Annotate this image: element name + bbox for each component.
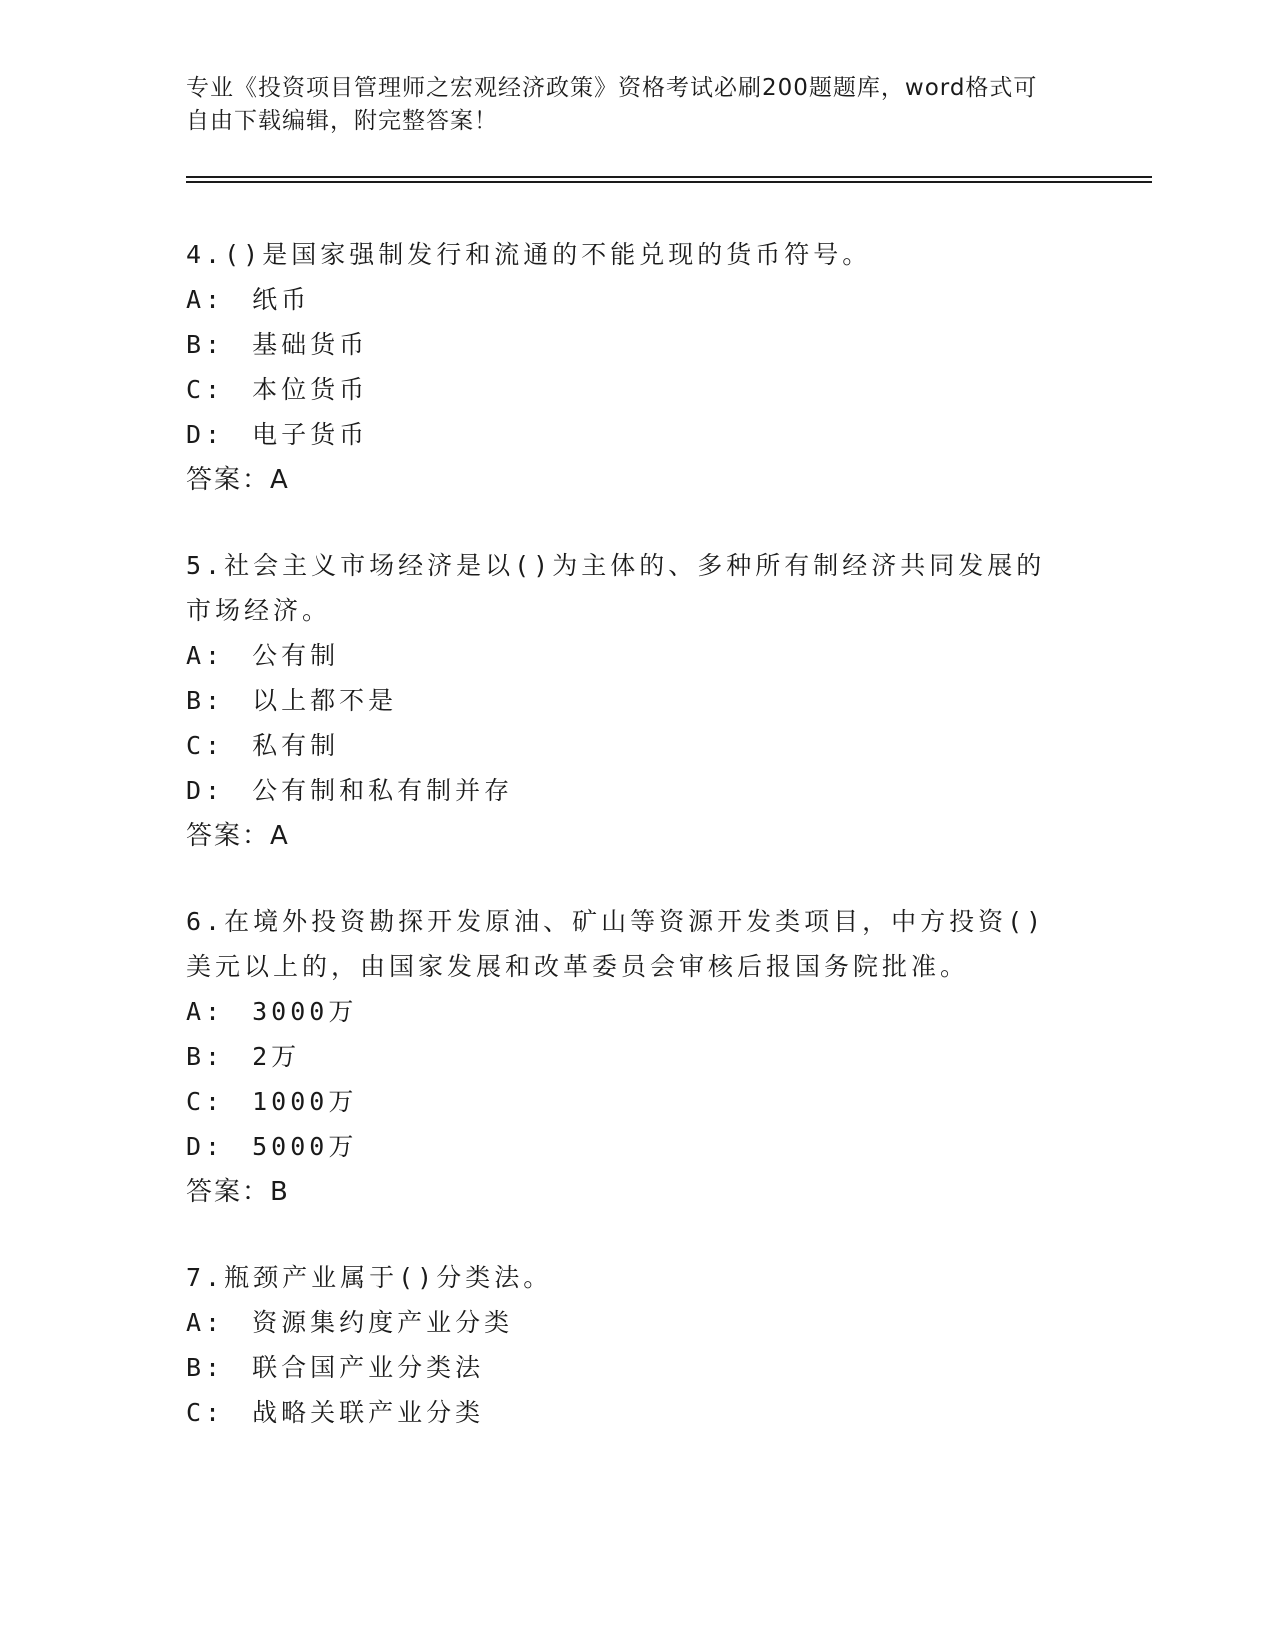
question-stem: 在境外投资勘探开发原油、矿山等资源开发类项目，中方投资()美元以上的，由国家发展和改革委员会审核后报国务院批准。 — [186, 907, 1046, 981]
question-stem: ()是国家强制发行和流通的不能兑现的货币符号。 — [224, 240, 872, 269]
question-4 — [186, 232, 1066, 503]
question-text — [186, 232, 1066, 277]
header-divider-top — [186, 176, 1152, 178]
option-letter: D: — [186, 1132, 225, 1161]
option-text: 本位货币 — [252, 375, 369, 404]
option-letter: C: — [186, 1398, 225, 1427]
question-number: 5. — [186, 551, 225, 580]
option-text: 战略关联产业分类 — [252, 1398, 485, 1427]
answer-value: B — [270, 1177, 290, 1207]
header-line-2: 自由下载编辑，附完整答案！ — [186, 108, 498, 134]
option-letter: A: — [186, 1308, 225, 1337]
option-letter: A: — [186, 641, 225, 670]
option-text: 以上都不是 — [252, 686, 398, 715]
option-letter: D: — [186, 420, 225, 449]
option-a — [186, 1300, 1066, 1345]
option-text: 联合国产业分类法 — [252, 1353, 485, 1382]
option-letter: D: — [186, 776, 225, 805]
answer-value: A — [270, 465, 290, 495]
option-letter: A: — [186, 997, 225, 1026]
option-a — [186, 277, 1066, 322]
question-number: 6. — [186, 907, 225, 936]
option-text: 1000万 — [252, 1087, 358, 1116]
answer-line — [186, 1169, 1066, 1215]
option-text: 3000万 — [252, 997, 358, 1026]
option-text: 公有制 — [252, 641, 340, 670]
option-text: 私有制 — [252, 731, 340, 760]
answer-prefix: 答案： — [186, 821, 271, 851]
option-letter: C: — [186, 1087, 225, 1116]
option-letter: B: — [186, 1353, 225, 1382]
question-text — [186, 899, 1066, 989]
option-a — [186, 989, 1066, 1034]
answer-prefix: 答案： — [186, 1177, 271, 1207]
option-b — [186, 322, 1066, 367]
question-number: 4. — [186, 240, 225, 269]
option-letter: B: — [186, 330, 225, 359]
option-d — [186, 412, 1066, 457]
option-text: 5000万 — [252, 1132, 358, 1161]
header-line-1: 专业《投资项目管理师之宏观经济政策》资格考试必刷200题题库，word格式可 — [186, 75, 1038, 101]
answer-value: A — [270, 821, 290, 851]
option-letter: C: — [186, 375, 225, 404]
option-b — [186, 678, 1066, 723]
answer-prefix: 答案： — [186, 465, 271, 495]
option-text: 基础货币 — [252, 330, 369, 359]
question-text — [186, 543, 1066, 633]
option-text: 电子货币 — [252, 420, 369, 449]
option-d — [186, 768, 1066, 813]
option-b — [186, 1034, 1066, 1079]
option-text: 纸币 — [252, 285, 311, 314]
option-d — [186, 1124, 1066, 1169]
question-list — [186, 232, 1066, 1475]
option-text: 2万 — [252, 1042, 301, 1071]
option-c — [186, 367, 1066, 412]
option-text: 资源集约度产业分类 — [252, 1308, 514, 1337]
question-stem: 社会主义市场经济是以()为主体的、多种所有制经济共同发展的市场经济。 — [186, 551, 1046, 625]
question-number: 7. — [186, 1263, 225, 1292]
option-letter: B: — [186, 686, 225, 715]
question-7 — [186, 1255, 1066, 1435]
header-divider-bottom — [186, 181, 1152, 183]
option-c — [186, 723, 1066, 768]
question-6 — [186, 899, 1066, 1215]
question-text — [186, 1255, 1066, 1300]
option-a — [186, 633, 1066, 678]
option-letter: B: — [186, 1042, 225, 1071]
option-b — [186, 1345, 1066, 1390]
answer-line — [186, 457, 1066, 503]
option-letter: C: — [186, 731, 225, 760]
answer-line — [186, 813, 1066, 859]
document-header — [186, 72, 1066, 138]
question-stem: 瓶颈产业属于()分类法。 — [224, 1263, 553, 1292]
option-c — [186, 1390, 1066, 1435]
option-letter: A: — [186, 285, 225, 314]
option-text: 公有制和私有制并存 — [252, 776, 514, 805]
question-5 — [186, 543, 1066, 859]
option-c — [186, 1079, 1066, 1124]
